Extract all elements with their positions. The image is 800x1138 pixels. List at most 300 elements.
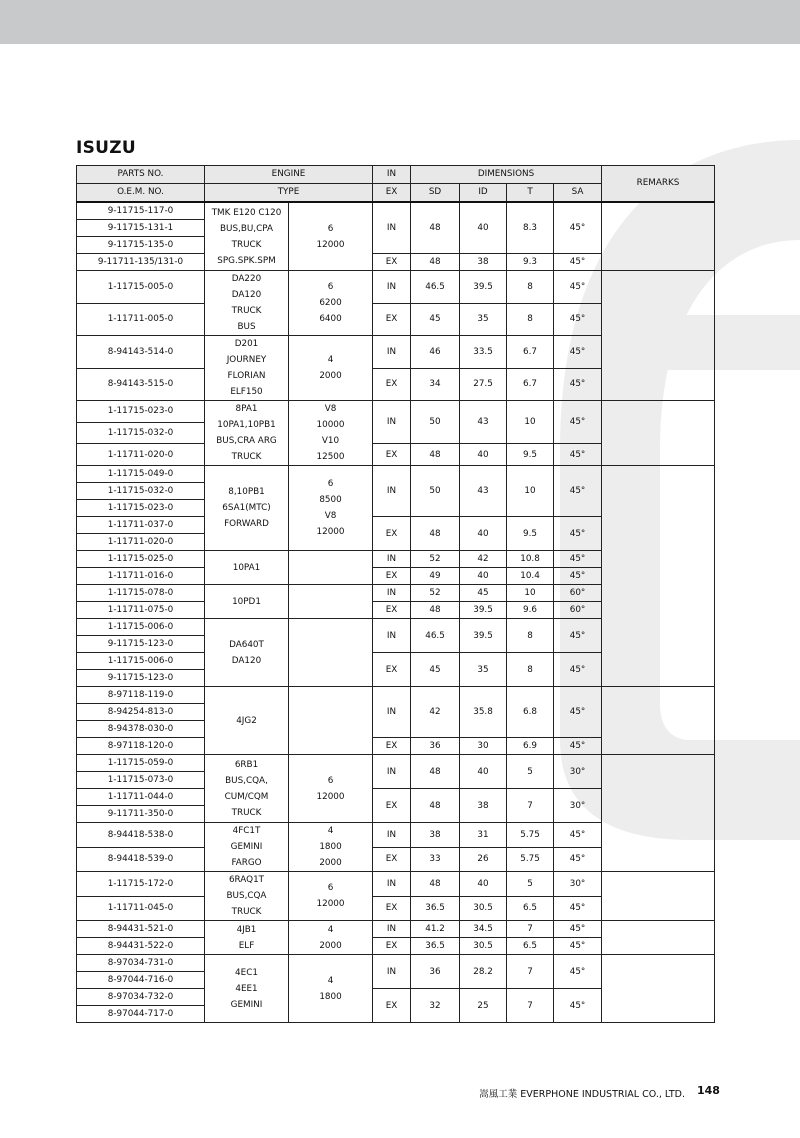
header-type: TYPE [205,184,373,203]
valve-side: IN [373,872,411,897]
engine-cell [205,466,289,551]
type-cell-line: V8 [324,404,337,414]
remarks-cell [602,466,715,687]
valve-side: IN [373,551,411,568]
table-row [77,401,715,423]
valve-side: EX [373,368,411,401]
type-cell-line: 10000 [316,420,345,430]
part-number: 9-11715-135-0 [77,237,205,254]
dim-sd: 46.5 [411,271,460,304]
engine-cell [205,271,289,336]
dim-sd: 49 [411,568,460,585]
part-number: 9-11711-350-0 [77,806,205,823]
dim-t: 9.5 [507,517,554,551]
dim-sd: 34 [411,368,460,401]
dim-id: 40 [460,202,507,254]
dim-t: 9.5 [507,444,554,466]
page-number: 148 [697,1084,720,1097]
engine-cell [205,755,289,823]
type-cell-line: 6 [327,282,334,292]
table-row [77,271,715,304]
type-cell-line: V8 [324,511,337,521]
header-in: IN [373,166,411,184]
dim-id: 42 [460,551,507,568]
dim-t: 6.7 [507,368,554,401]
engine-cell [205,955,289,1023]
type-cell-line: 8500 [319,495,342,505]
part-number: 1-11711-016-0 [77,568,205,585]
dim-sa: 45° [554,551,602,568]
dim-sa: 45° [554,202,602,254]
dim-t: 8 [507,303,554,336]
valve-side: IN [373,202,411,254]
engine-cell [205,872,289,921]
engine-cell-line: SPG.SPK.SPM [217,255,276,266]
dim-id: 35 [460,653,507,687]
engine-cell-line: BUS [237,322,256,332]
type-cell-line: 2000 [319,371,342,381]
dim-id: 38 [460,254,507,271]
type-cell-line: 4 [327,355,334,365]
part-number: 1-11715-032-0 [77,483,205,500]
dim-sd: 36.5 [411,896,460,921]
table-row [77,466,715,483]
engine-cell [205,585,289,619]
engine-cell-line: GEMINI [230,842,263,852]
type-cell [289,336,373,401]
engine-cell-line: D201 [234,339,259,349]
dim-sd: 41.2 [411,921,460,938]
type-cell-line: 6 [327,479,334,489]
type-cell [289,585,373,619]
part-number: 1-11715-023-0 [77,401,205,423]
dim-sd: 33 [411,847,460,872]
dim-sa: 45° [554,896,602,921]
type-cell-line: 2000 [319,858,342,868]
dim-id: 28.2 [460,955,507,989]
type-cell-line: 6400 [319,314,342,324]
dim-t: 9.6 [507,602,554,619]
remarks-cell [602,687,715,755]
dim-id: 38 [460,789,507,823]
dim-t: 6.5 [507,896,554,921]
valve-side: EX [373,303,411,336]
valve-side: EX [373,989,411,1023]
part-number: 8-94254-813-0 [77,704,205,721]
part-number: 8-94418-538-0 [77,823,205,848]
valve-side: IN [373,466,411,517]
dim-t: 5.75 [507,847,554,872]
dim-sd: 48 [411,755,460,789]
type-cell-line: 4 [327,924,334,935]
part-number: 8-94431-522-0 [77,938,205,955]
dim-t: 10 [507,585,554,602]
dim-sd: 48 [411,602,460,619]
part-number: 1-11715-078-0 [77,585,205,602]
part-number: 8-97118-120-0 [77,738,205,755]
dim-t: 8 [507,653,554,687]
engine-cell-line: 10PD1 [232,596,261,607]
dim-sa: 60° [554,602,602,619]
engine-cell-line: TRUCK [231,907,262,917]
dim-sa: 45° [554,401,602,444]
dim-sa: 45° [554,938,602,955]
dim-id: 39.5 [460,271,507,304]
valve-side: EX [373,938,411,955]
part-number: 1-11715-005-0 [77,271,205,304]
part-number: 1-11711-045-0 [77,896,205,921]
engine-cell-line: 4JB1 [236,924,257,935]
engine-cell [205,551,289,585]
engine-cell-line: 6RB1 [234,759,259,770]
valve-side: EX [373,444,411,466]
dim-t: 7 [507,921,554,938]
type-cell [289,921,373,955]
type-cell-line: 12000 [316,899,345,909]
dim-sa: 45° [554,466,602,517]
type-cell-line: V10 [321,436,340,446]
dim-t: 5.75 [507,823,554,848]
engine-cell-line: 4FC1T [232,826,261,836]
type-cell-line: 6 [327,223,334,234]
engine-cell-line: CUM/CQM [224,791,269,802]
dim-id: 43 [460,401,507,444]
dim-sd: 48 [411,202,460,254]
type-cell [289,271,373,336]
dim-t: 10.4 [507,568,554,585]
dim-sd: 48 [411,254,460,271]
part-number: 8-97034-731-0 [77,955,205,972]
type-cell-line: 1800 [319,991,342,1002]
dim-sa: 45° [554,738,602,755]
table-row [77,202,715,220]
dim-id: 35 [460,303,507,336]
dim-sd: 52 [411,551,460,568]
dim-id: 45 [460,585,507,602]
engine-cell-line: DA220 [231,274,262,284]
dim-sd: 48 [411,789,460,823]
header-ex: EX [373,184,411,203]
valve-side: IN [373,619,411,653]
engine-cell-line: JOURNEY [226,355,267,365]
dim-sa: 45° [554,823,602,848]
engine-cell-line: 8PA1 [235,404,258,414]
part-number: 8-94418-539-0 [77,847,205,872]
dim-t: 10 [507,466,554,517]
part-number: 1-11715-025-0 [77,551,205,568]
dim-sd: 48 [411,444,460,466]
part-number: 1-11715-032-0 [77,422,205,444]
dim-sa: 45° [554,955,602,989]
valve-side: IN [373,823,411,848]
dim-id: 43 [460,466,507,517]
part-number: 8-97118-119-0 [77,687,205,704]
engine-cell [205,823,289,872]
dim-sd: 38 [411,823,460,848]
dim-sa: 60° [554,585,602,602]
dim-sd: 32 [411,989,460,1023]
dim-t: 10.8 [507,551,554,568]
part-number: 8-97034-732-0 [77,989,205,1006]
dim-id: 40 [460,444,507,466]
type-cell-line: 12000 [316,239,345,250]
type-cell-line: 6200 [319,298,342,308]
dim-id: 33.5 [460,336,507,369]
engine-cell-line: TRUCK [231,306,262,316]
engine-cell-line: DA120 [231,655,262,666]
dim-t: 6.8 [507,687,554,738]
engine-cell-line: ELF150 [230,387,263,397]
type-cell [289,955,373,1023]
dim-id: 40 [460,568,507,585]
type-cell [289,872,373,921]
part-number: 1-11715-073-0 [77,772,205,789]
valve-side: EX [373,517,411,551]
part-number: 9-11715-123-0 [77,636,205,653]
dim-sa: 45° [554,921,602,938]
dim-sd: 36 [411,738,460,755]
dim-t: 7 [507,789,554,823]
engine-cell-line: FORWARD [224,519,269,529]
part-number: 9-11715-117-0 [77,202,205,220]
engine-cell-line: TRUCK [231,239,262,250]
engine-cell-line: TMK E120 C120 [211,207,282,218]
part-number: 1-11711-037-0 [77,517,205,534]
part-number: 1-11715-006-0 [77,653,205,670]
dim-sd: 45 [411,303,460,336]
header-remarks: REMARKS [602,166,715,203]
engine-cell-line: ELF [238,940,255,951]
dim-t: 5 [507,755,554,789]
part-number: 9-11715-123-0 [77,670,205,687]
dim-t: 6.9 [507,738,554,755]
dim-sa: 30° [554,872,602,897]
part-number: 8-94143-514-0 [77,336,205,369]
dim-sd: 48 [411,872,460,897]
footer-company [479,1086,685,1100]
part-number: 8-94431-521-0 [77,921,205,938]
dim-id: 40 [460,872,507,897]
part-number: 8-97044-716-0 [77,972,205,989]
dim-sa: 45° [554,444,602,466]
type-cell [289,202,373,271]
dim-sa: 45° [554,687,602,738]
header-parts-no: PARTS NO. [77,166,205,184]
dim-sd: 50 [411,401,460,444]
engine-cell-line: 8,10PB1 [228,487,265,497]
engine-cell-line: TRUCK [231,452,262,462]
type-cell [289,401,373,466]
dim-sd: 45 [411,653,460,687]
footer-chinese-name: 嵩風工業 [479,1089,518,1100]
engine-cell-line: 10PA1,10PB1 [217,420,276,430]
table-row [77,955,715,972]
valve-side: IN [373,401,411,444]
type-cell-line: 6 [327,775,334,786]
dim-id: 30 [460,738,507,755]
part-number: 9-11711-135/131-0 [77,254,205,271]
dim-sd: 42 [411,687,460,738]
valve-side: IN [373,921,411,938]
dim-sa: 45° [554,254,602,271]
part-number: 1-11711-044-0 [77,789,205,806]
valve-side: EX [373,653,411,687]
part-number: 8-94143-515-0 [77,368,205,401]
valve-side: EX [373,602,411,619]
footer-company-name: EVERPHONE INDUSTRIAL CO., LTD. [520,1089,685,1100]
dim-sa: 30° [554,789,602,823]
valve-side: IN [373,755,411,789]
top-header-bar [0,0,800,44]
dim-t: 6.7 [507,336,554,369]
dim-t: 8 [507,271,554,304]
dim-sa: 45° [554,568,602,585]
header-id: ID [460,184,507,203]
part-number: 1-11711-005-0 [77,303,205,336]
engine-cell-line: BUS,CQA [226,891,267,901]
part-number: 1-11715-023-0 [77,500,205,517]
header-dimensions: DIMENSIONS [411,166,602,184]
part-number: 1-11715-049-0 [77,466,205,483]
engine-cell-line: DA640T [229,639,264,650]
dim-t: 7 [507,989,554,1023]
dim-sa: 45° [554,271,602,304]
dim-sd: 52 [411,585,460,602]
dim-sd: 36.5 [411,938,460,955]
type-cell [289,466,373,551]
dim-sa: 45° [554,368,602,401]
type-cell [289,551,373,585]
valve-side: IN [373,955,411,989]
part-number: 1-11711-075-0 [77,602,205,619]
remarks-cell [602,202,715,271]
engine-cell [205,202,289,271]
dim-t: 8 [507,619,554,653]
header-t: T [507,184,554,203]
type-cell [289,619,373,687]
remarks-cell [602,921,715,955]
engine-cell [205,619,289,687]
valve-side: EX [373,254,411,271]
table-body [77,202,715,1023]
engine-cell-line: BUS,CRA ARG [216,436,277,446]
valve-side: EX [373,738,411,755]
part-number: 8-94378-030-0 [77,721,205,738]
engine-cell [205,401,289,466]
valve-side: IN [373,336,411,369]
table-row [77,872,715,897]
header-engine: ENGINE [205,166,373,184]
dim-t: 8.3 [507,202,554,254]
engine-cell-line: TRUCK [231,807,262,818]
header-sa: SA [554,184,602,203]
dim-sa: 45° [554,653,602,687]
dim-sa: 45° [554,989,602,1023]
remarks-cell [602,401,715,466]
dim-t: 5 [507,872,554,897]
type-cell [289,823,373,872]
type-cell [289,755,373,823]
type-cell [289,687,373,755]
engine-cell-line: DA120 [231,290,262,300]
table-row [77,921,715,938]
type-cell-line: 2000 [319,940,342,951]
valve-side: EX [373,896,411,921]
dim-id: 40 [460,755,507,789]
dim-sd: 46 [411,336,460,369]
engine-cell-line: FLORIAN [227,371,266,381]
type-cell-line: 12000 [316,791,345,802]
dim-sa: 45° [554,619,602,653]
dim-id: 39.5 [460,602,507,619]
dim-sa: 45° [554,847,602,872]
valve-side: EX [373,568,411,585]
table-row [77,687,715,704]
remarks-cell [602,271,715,401]
dim-t: 6.5 [507,938,554,955]
dim-id: 30.5 [460,896,507,921]
table-header [77,166,715,203]
remarks-cell [602,755,715,872]
part-number: 8-97044-717-0 [77,1006,205,1023]
part-number: 1-11715-059-0 [77,755,205,772]
dim-t: 7 [507,955,554,989]
dim-id: 27.5 [460,368,507,401]
valve-side: IN [373,585,411,602]
dim-sd: 46.5 [411,619,460,653]
part-number: 1-11711-020-0 [77,534,205,551]
type-cell-line: 4 [327,975,334,986]
dim-id: 26 [460,847,507,872]
dim-sa: 30° [554,755,602,789]
dim-id: 31 [460,823,507,848]
engine-cell-line: 4EC1 [235,967,258,978]
dim-id: 40 [460,517,507,551]
dim-sa: 45° [554,303,602,336]
part-number: 9-11715-131-1 [77,220,205,237]
valve-side: IN [373,271,411,304]
engine-cell-line: 4JG2 [236,715,257,726]
remarks-cell [602,872,715,921]
engine-cell [205,687,289,755]
type-cell-line: 4 [327,826,334,836]
engine-cell-line: 6SA1(MTC) [222,503,271,513]
dim-sa: 45° [554,517,602,551]
engine-cell-line: GEMINI [230,999,263,1010]
engine-cell [205,921,289,955]
parts-table [76,165,715,1023]
engine-cell-line: 4EE1 [235,983,258,994]
engine-cell-line: 6RAQ1T [228,875,265,885]
type-cell-line: 1800 [319,842,342,852]
dim-sa: 45° [554,336,602,369]
dim-id: 30.5 [460,938,507,955]
brand-title: ISUZU [76,138,137,158]
dim-sd: 36 [411,955,460,989]
dim-id: 25 [460,989,507,1023]
dim-id: 34.5 [460,921,507,938]
type-cell-line: 6 [327,883,334,893]
type-cell-line: 12500 [316,452,345,462]
valve-side: IN [373,687,411,738]
dim-id: 35.8 [460,687,507,738]
dim-t: 9.3 [507,254,554,271]
engine-cell-line: BUS,CQA, [225,775,268,786]
part-number: 1-11711-020-0 [77,444,205,466]
type-cell-line: 12000 [316,527,345,537]
dim-id: 39.5 [460,619,507,653]
part-number: 1-11715-172-0 [77,872,205,897]
